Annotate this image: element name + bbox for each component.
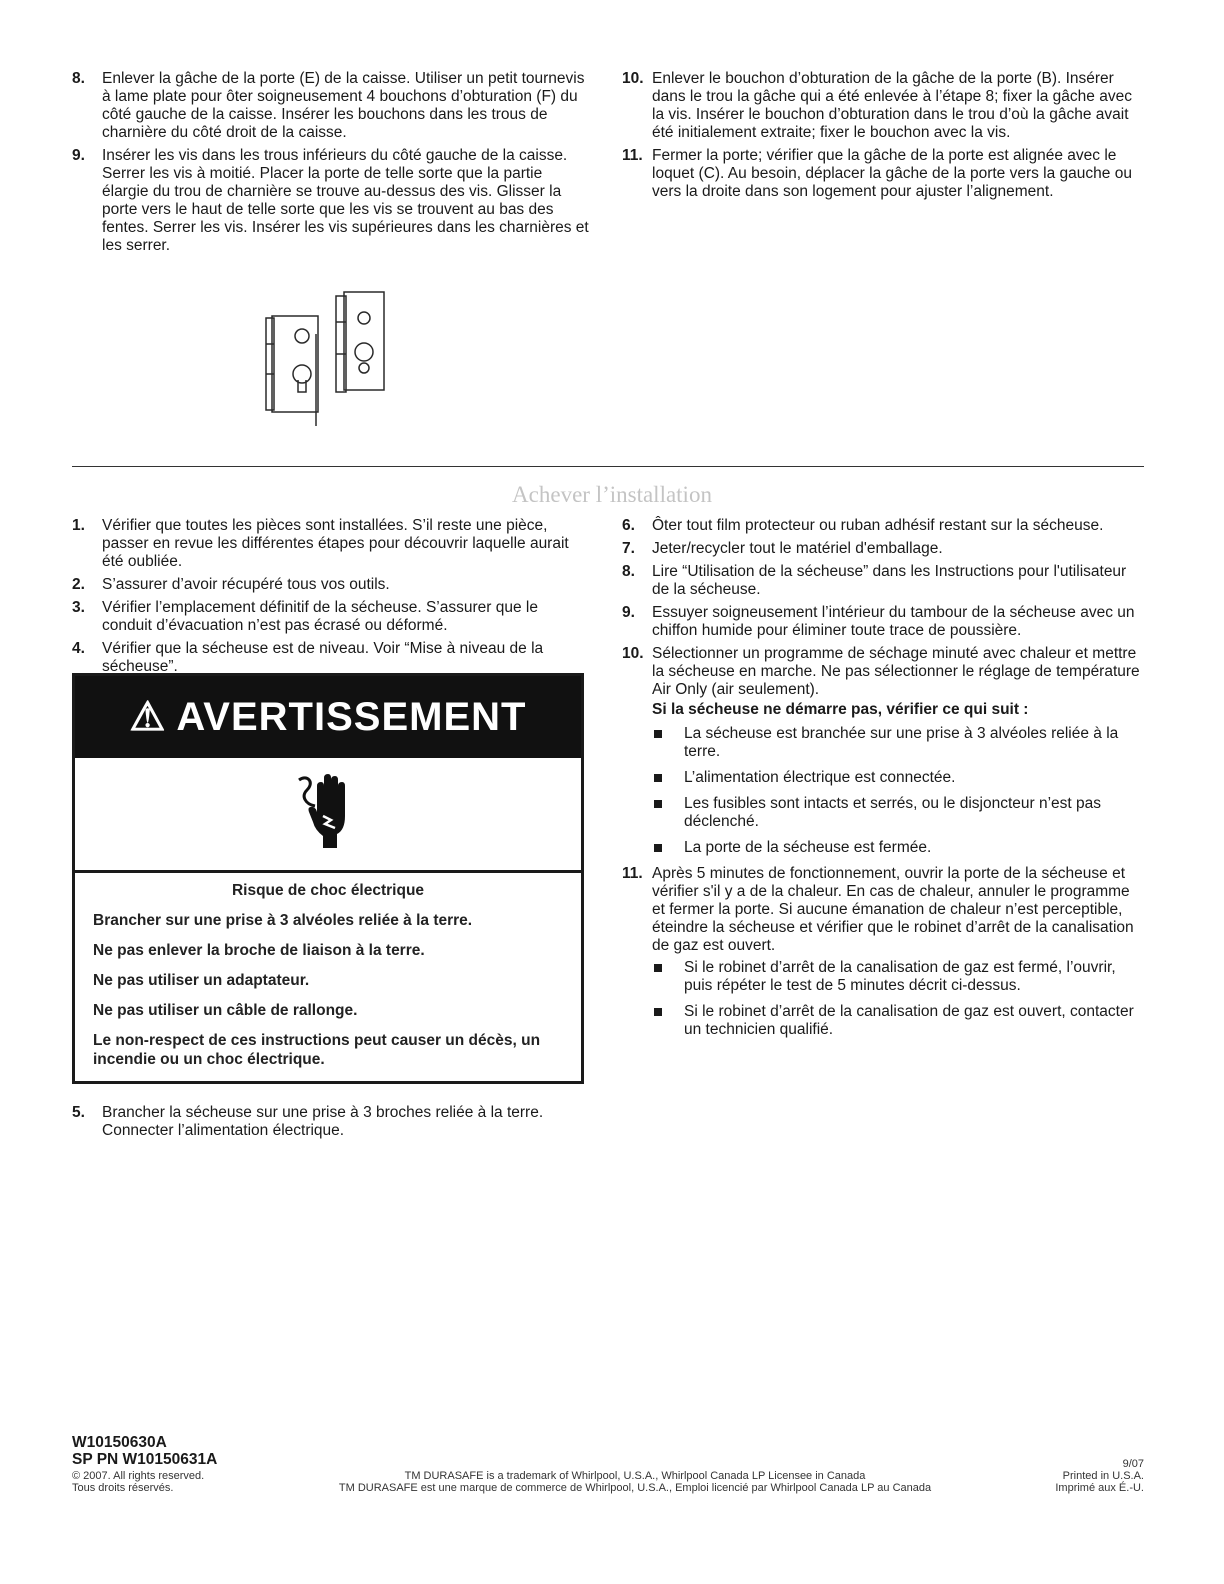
- step-text: Vérifier que toutes les pièces sont installées. S’il reste une pièce, passer en revue les différentes étapes pour découvrir laquelle aurait été oubliée.: [102, 517, 569, 570]
- check-heading: Si la sécheuse ne démarre pas, vérifier ce qui suit :: [652, 701, 1029, 718]
- step-text: Insérer les vis dans les trous inférieurs du côté gauche de la caisse. Serrer les vis à moitié. Placer la porte de telle sorte que la partie élargie du trou de charnière se trouve au-dessus des vis. Glisser la porte vers le haut de telle sorte que les vis se trouvent au bas des fentes. Serrer les vis. Insérer les vis supérieures dans les charnières et les serrer.: [102, 147, 589, 254]
- hinge-illustration: [262, 288, 394, 434]
- step-text: Après 5 minutes de fonctionnement, ouvrir la porte de la sécheuse et vérifier s'il y a de la chaleur. En cas de chaleur, annuler le programme et fermer la porte. Si aucune émanation de chaleur n’est perceptible, éteindre la sécheuse et vérifier que le robinet d’arrêt de la canalisation de gaz est ouvert.: [652, 865, 1134, 954]
- check-item: L’alimentation électrique est connectée.: [652, 769, 1144, 787]
- trademark-block: [250, 1470, 1020, 1494]
- part-number: W10150630A: [72, 1434, 167, 1451]
- trademark-en: TM DURASAFE is a trademark of Whirlpool, U.S.A., Whirlpool Canada LP Licensee in Canada: [404, 1470, 866, 1482]
- step-9: [72, 147, 592, 255]
- top-left-column: [72, 70, 592, 260]
- gas-check-item: Si le robinet d’arrêt de la canalisation de gaz est fermé, l’ouvrir, puis répéter le test de 5 minutes décrit ci-dessus.: [652, 959, 1144, 995]
- step-11: [622, 147, 1144, 201]
- warning-title: AVERTISSEMENT: [176, 694, 527, 739]
- install-step-8: [622, 563, 1144, 599]
- install-step-5-block: [72, 1104, 592, 1145]
- step-10: [622, 70, 1144, 142]
- step-number: 2.: [72, 576, 85, 593]
- check-item: La porte de la sécheuse est fermée.: [652, 839, 1144, 857]
- step-text: Sélectionner un programme de séchage minuté avec chaleur et mettre la sécheuse en marche. Ne pas sélectionner le réglage de température Air Only (air seulement).: [652, 645, 1140, 698]
- step-number: 10.: [622, 645, 644, 662]
- warning-line: Ne pas utiliser un câble de rallonge.: [93, 1002, 358, 1019]
- install-step-7: [622, 540, 1144, 558]
- printed-block: [1055, 1458, 1144, 1494]
- step-number: 7.: [622, 540, 635, 557]
- warning-line: Ne pas enlever la broche de liaison à la terre.: [93, 942, 425, 959]
- install-step-6: [622, 517, 1144, 535]
- part-numbers: [72, 1434, 217, 1468]
- printed-en: Printed in U.S.A.: [1062, 1470, 1144, 1482]
- step-number: 11.: [622, 865, 643, 882]
- step-number: 6.: [622, 517, 635, 534]
- print-date: 9/07: [1122, 1458, 1144, 1470]
- trademark-fr: TM DURASAFE est une marque de commerce de Whirlpool, U.S.A., Emploi licencié par Whirlpool Canada LP au Canada: [338, 1482, 932, 1494]
- step-text: Brancher la sécheuse sur une prise à 3 broches reliée à la terre. Connecter l’alimentation électrique.: [102, 1104, 544, 1139]
- warning-line: Le non-respect de ces instructions peut causer un décès, un incendie ou un choc électrique.: [93, 1032, 541, 1068]
- check-item: Les fusibles sont intacts et serrés, ou le disjoncteur n’est pas déclenché.: [652, 795, 1144, 831]
- step-text: Essuyer soigneusement l’intérieur du tambour de la sécheuse avec un chiffon humide pour éliminer toute trace de poussière.: [652, 604, 1135, 639]
- check-item: La sécheuse est branchée sur une prise à 3 alvéoles reliée à la terre.: [652, 725, 1144, 761]
- check-list: [652, 725, 1144, 857]
- step-text: Ôter tout film protecteur ou ruban adhésif restant sur la sécheuse.: [652, 517, 1104, 534]
- electric-shock-hand-icon: [293, 772, 363, 856]
- section-title: Achever l’installation: [512, 482, 712, 507]
- step-number: 11.: [622, 147, 643, 164]
- copyright-block: [72, 1470, 204, 1494]
- copyright: © 2007. All rights reserved.: [72, 1470, 205, 1482]
- install-step-3: [72, 599, 592, 635]
- warning-header: [75, 676, 581, 758]
- step-text: Lire “Utilisation de la sécheuse” dans les Instructions pour l'utilisateur de la sécheuse.: [652, 563, 1127, 598]
- step-text: Vérifier que la sécheuse est de niveau. Voir “Mise à niveau de la sécheuse”.: [102, 640, 544, 675]
- step-text: Enlever la gâche de la porte (E) de la caisse. Utiliser un petit tournevis à lame plate pour ôter soigneusement 4 bouchons d’obturation (F) du côté gauche de la caisse. Insérer les bouchons dans les trous de charnière du côté droit de la caisse.: [102, 70, 585, 141]
- install-step-1: [72, 517, 592, 571]
- step-text: Vérifier l’emplacement définitif de la sécheuse. S’assurer que le conduit d’évacuation n’est pas écrasé ou déformé.: [102, 599, 538, 634]
- warning-line: Brancher sur une prise à 3 alvéoles reliée à la terre.: [93, 912, 473, 929]
- step-text: Jeter/recycler tout le matériel d'emballage.: [652, 540, 943, 557]
- install-left-column: [72, 517, 592, 681]
- step-number: 9.: [72, 147, 85, 164]
- gas-check-list: [652, 959, 1144, 1039]
- install-step-5: [72, 1104, 592, 1140]
- warning-triangle-icon: ⚠: [129, 695, 167, 739]
- gas-check-item: Si le robinet d’arrêt de la canalisation de gaz est ouvert, contacter un technicien qualifié.: [652, 1003, 1144, 1039]
- step-number: 10.: [622, 70, 644, 87]
- warning-box: [72, 673, 584, 1084]
- warning-line: Ne pas utiliser un adaptateur.: [93, 972, 310, 989]
- printed-fr: Imprimé aux É.-U.: [1055, 1482, 1144, 1494]
- step-text: Fermer la porte; vérifier que la gâche de la porte est alignée avec le loquet (C). Au besoin, déplacer la gâche de la porte vers la gauche ou vers la droite dans son logement pour ajuster l’alignement.: [652, 147, 1132, 200]
- step-8: [72, 70, 592, 142]
- install-step-2: [72, 576, 592, 594]
- step-number: 8.: [622, 563, 635, 580]
- step-number: 3.: [72, 599, 85, 616]
- warning-body: [75, 873, 581, 1069]
- section-divider: [72, 466, 1144, 467]
- step-number: 5.: [72, 1104, 85, 1121]
- install-step-9: [622, 604, 1144, 640]
- rights-fr: Tous droits réservés.: [72, 1482, 174, 1494]
- install-step-11: [622, 865, 1144, 1039]
- step-number: 4.: [72, 640, 85, 657]
- step-number: 8.: [72, 70, 85, 87]
- step-text: S’assurer d’avoir récupéré tous vos outils.: [102, 576, 390, 593]
- warning-icon-area: [75, 758, 581, 873]
- top-right-column: [622, 70, 1144, 206]
- install-step-10: [622, 645, 1144, 857]
- sp-part-number: SP PN W10150631A: [72, 1451, 218, 1468]
- step-number: 9.: [622, 604, 635, 621]
- step-text: Enlever le bouchon d’obturation de la gâche de la porte (B). Insérer dans le trou la gâche qui a été enlevée à l’étape 8; fixer la gâche avec la vis. Insérer le bouchon d’obturation dans le trou d’où la gâche avait été initialement extraite; fixer le bouchon avec la vis.: [652, 70, 1132, 141]
- install-right-column: [622, 517, 1144, 1047]
- warning-heading: Risque de choc électrique: [231, 882, 425, 899]
- step-number: 1.: [72, 517, 85, 534]
- install-step-4: [72, 640, 592, 676]
